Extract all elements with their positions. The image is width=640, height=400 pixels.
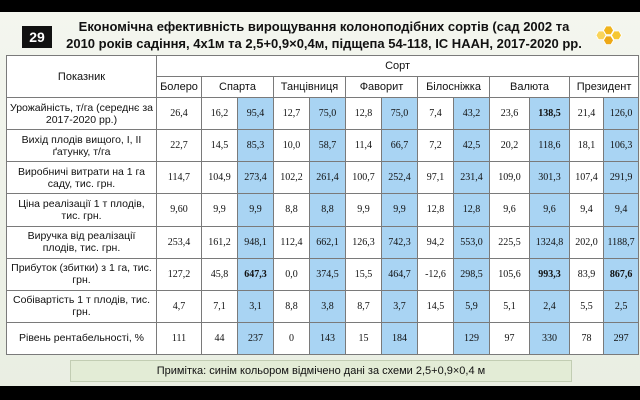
table-cell: 4,7 xyxy=(157,290,202,322)
table-cell: 9,4 xyxy=(604,194,639,226)
table-cell: 58,7 xyxy=(310,130,346,162)
table-cell: 8,8 xyxy=(274,290,310,322)
table-cell: 1188,7 xyxy=(604,226,639,258)
efficiency-table xyxy=(6,55,639,355)
table-cell: 104,9 xyxy=(202,162,238,194)
table-cell: 9,9 xyxy=(382,194,418,226)
table-cell: 3,1 xyxy=(238,290,274,322)
table-cell: 111 xyxy=(157,322,202,354)
table-row xyxy=(7,98,639,130)
page-number-badge: 29 xyxy=(22,26,52,48)
table-cell: 8,7 xyxy=(346,290,382,322)
table-cell: 252,4 xyxy=(382,162,418,194)
table-row xyxy=(7,194,639,226)
row-label: Виробничі витрати на 1 га саду, тис. грн. xyxy=(7,162,157,194)
table-cell: 20,2 xyxy=(490,130,530,162)
row-label: Ціна реалізації 1 т плодів, тис. грн. xyxy=(7,194,157,226)
table-cell: 15,5 xyxy=(346,258,382,290)
table-cell: 7,4 xyxy=(418,98,454,130)
table-cell: 3,8 xyxy=(310,290,346,322)
table-cell: 647,3 xyxy=(238,258,274,290)
table-cell: 26,4 xyxy=(157,98,202,130)
table-cell: 662,1 xyxy=(310,226,346,258)
table-cell: 21,4 xyxy=(570,98,604,130)
table-cell: 202,0 xyxy=(570,226,604,258)
footnote: Примітка: синім кольором відмічено дані за схеми 2,5+0,9×0,4 м xyxy=(70,360,572,382)
table-cell: 184 xyxy=(382,322,418,354)
table-cell: 261,4 xyxy=(310,162,346,194)
table-cell: 75,0 xyxy=(382,98,418,130)
table-cell: 948,1 xyxy=(238,226,274,258)
table-cell: 8,8 xyxy=(274,194,310,226)
table-cell: 105,6 xyxy=(490,258,530,290)
table-cell: 2,4 xyxy=(530,290,570,322)
table-cell: 9,60 xyxy=(157,194,202,226)
table-cell: 253,4 xyxy=(157,226,202,258)
table-cell: 5,1 xyxy=(490,290,530,322)
variety-header-cell: Спарта xyxy=(202,77,274,98)
table-cell: 118,6 xyxy=(530,130,570,162)
table-cell: 42,5 xyxy=(454,130,490,162)
table-cell: 12,8 xyxy=(418,194,454,226)
table-cell: 75,0 xyxy=(310,98,346,130)
table-cell: 43,2 xyxy=(454,98,490,130)
table-cell: 0 xyxy=(274,322,310,354)
table-cell: 100,7 xyxy=(346,162,382,194)
table-cell: 867,6 xyxy=(604,258,639,290)
table-cell: 114,7 xyxy=(157,162,202,194)
table-cell: 330 xyxy=(530,322,570,354)
table-cell: 107,4 xyxy=(570,162,604,194)
variety-header-cell: Президент xyxy=(570,77,639,98)
table-cell: 1324,8 xyxy=(530,226,570,258)
table-row xyxy=(7,290,639,322)
table-cell: 97,1 xyxy=(418,162,454,194)
table-cell: 297 xyxy=(604,322,639,354)
table-cell: 94,2 xyxy=(418,226,454,258)
table-cell: 112,4 xyxy=(274,226,310,258)
table-cell: 143 xyxy=(310,322,346,354)
table-cell: 3,7 xyxy=(382,290,418,322)
table-cell: 161,2 xyxy=(202,226,238,258)
table-cell: 11,4 xyxy=(346,130,382,162)
table-cell: 298,5 xyxy=(454,258,490,290)
table-cell: 44 xyxy=(202,322,238,354)
table-cell: 83,9 xyxy=(570,258,604,290)
table-cell: 23,6 xyxy=(490,98,530,130)
table-cell: 16,2 xyxy=(202,98,238,130)
table-cell: 129 xyxy=(454,322,490,354)
table-cell: 12,7 xyxy=(274,98,310,130)
table-cell: 22,7 xyxy=(157,130,202,162)
table-cell xyxy=(418,322,454,354)
row-label: Вихід плодів вищого, І, ІІ ґатунку, т/га xyxy=(7,130,157,162)
table-cell: 273,4 xyxy=(238,162,274,194)
table-cell: 9,6 xyxy=(490,194,530,226)
table-cell: -12,6 xyxy=(418,258,454,290)
table-cell: 0,0 xyxy=(274,258,310,290)
table-row xyxy=(7,130,639,162)
table-cell: 301,3 xyxy=(530,162,570,194)
table-cell: 5,5 xyxy=(570,290,604,322)
table-cell: 9,9 xyxy=(202,194,238,226)
variety-header-cell: Болеро xyxy=(157,77,202,98)
row-label: Собівартість 1 т плодів, тис. грн. xyxy=(7,290,157,322)
table-cell: 225,5 xyxy=(490,226,530,258)
table-cell: 5,9 xyxy=(454,290,490,322)
table-cell: 9,4 xyxy=(570,194,604,226)
table-cell: 106,3 xyxy=(604,130,639,162)
slide-title: Економічна ефективність вирощування колоноподібних сортів (сад 2002 та 2010 років садіння, 4х1м та 2,5+0,9×0,4м, підщепа 54-118, ІС НААН, 2017-2020 рр. xyxy=(66,19,582,51)
table-cell: 10,0 xyxy=(274,130,310,162)
table-cell: 9,9 xyxy=(346,194,382,226)
variety-header-cell: Танцівниця xyxy=(274,77,346,98)
table-cell: 102,2 xyxy=(274,162,310,194)
table-cell: 2,5 xyxy=(604,290,639,322)
variety-header: Сорт xyxy=(157,56,639,77)
table-cell: 231,4 xyxy=(454,162,490,194)
table-cell: 126,3 xyxy=(346,226,382,258)
row-label: Урожайність, т/га (середнє за 2017-2020 рр.) xyxy=(7,98,157,130)
table-cell: 14,5 xyxy=(202,130,238,162)
table-cell: 7,1 xyxy=(202,290,238,322)
table-cell: 85,3 xyxy=(238,130,274,162)
row-label: Рівень рентабельності, % xyxy=(7,322,157,354)
table-cell: 127,2 xyxy=(157,258,202,290)
table-cell: 78 xyxy=(570,322,604,354)
variety-header-cell: Фаворит xyxy=(346,77,418,98)
table-cell: 95,4 xyxy=(238,98,274,130)
table-cell: 464,7 xyxy=(382,258,418,290)
table-cell: 291,9 xyxy=(604,162,639,194)
honeycomb-logo-icon xyxy=(596,22,626,52)
table-cell: 66,7 xyxy=(382,130,418,162)
table-row xyxy=(7,162,639,194)
variety-header-cell: Білосніжка xyxy=(418,77,490,98)
table-cell: 9,6 xyxy=(530,194,570,226)
table-cell: 237 xyxy=(238,322,274,354)
variety-header-cell: Валюта xyxy=(490,77,570,98)
bottom-bar xyxy=(0,386,640,400)
table-row xyxy=(7,226,639,258)
table-cell: 993,3 xyxy=(530,258,570,290)
table-cell: 109,0 xyxy=(490,162,530,194)
table-cell: 138,5 xyxy=(530,98,570,130)
table-cell: 374,5 xyxy=(310,258,346,290)
top-bar xyxy=(0,0,640,12)
table-cell: 742,3 xyxy=(382,226,418,258)
table-cell: 97 xyxy=(490,322,530,354)
indicator-header: Показник xyxy=(7,56,157,98)
table-cell: 15 xyxy=(346,322,382,354)
table-cell: 12,8 xyxy=(454,194,490,226)
table-cell: 8,8 xyxy=(310,194,346,226)
table-cell: 12,8 xyxy=(346,98,382,130)
row-label: Виручка від реалізації плодів, тис. грн. xyxy=(7,226,157,258)
table-cell: 45,8 xyxy=(202,258,238,290)
table-cell: 553,0 xyxy=(454,226,490,258)
table-cell: 126,0 xyxy=(604,98,639,130)
table-cell: 14,5 xyxy=(418,290,454,322)
table-cell: 9,9 xyxy=(238,194,274,226)
table-row xyxy=(7,322,639,354)
row-label: Прибуток (збитки) з 1 га, тис. грн. xyxy=(7,258,157,290)
table-cell: 7,2 xyxy=(418,130,454,162)
table-cell: 18,1 xyxy=(570,130,604,162)
table-row xyxy=(7,258,639,290)
